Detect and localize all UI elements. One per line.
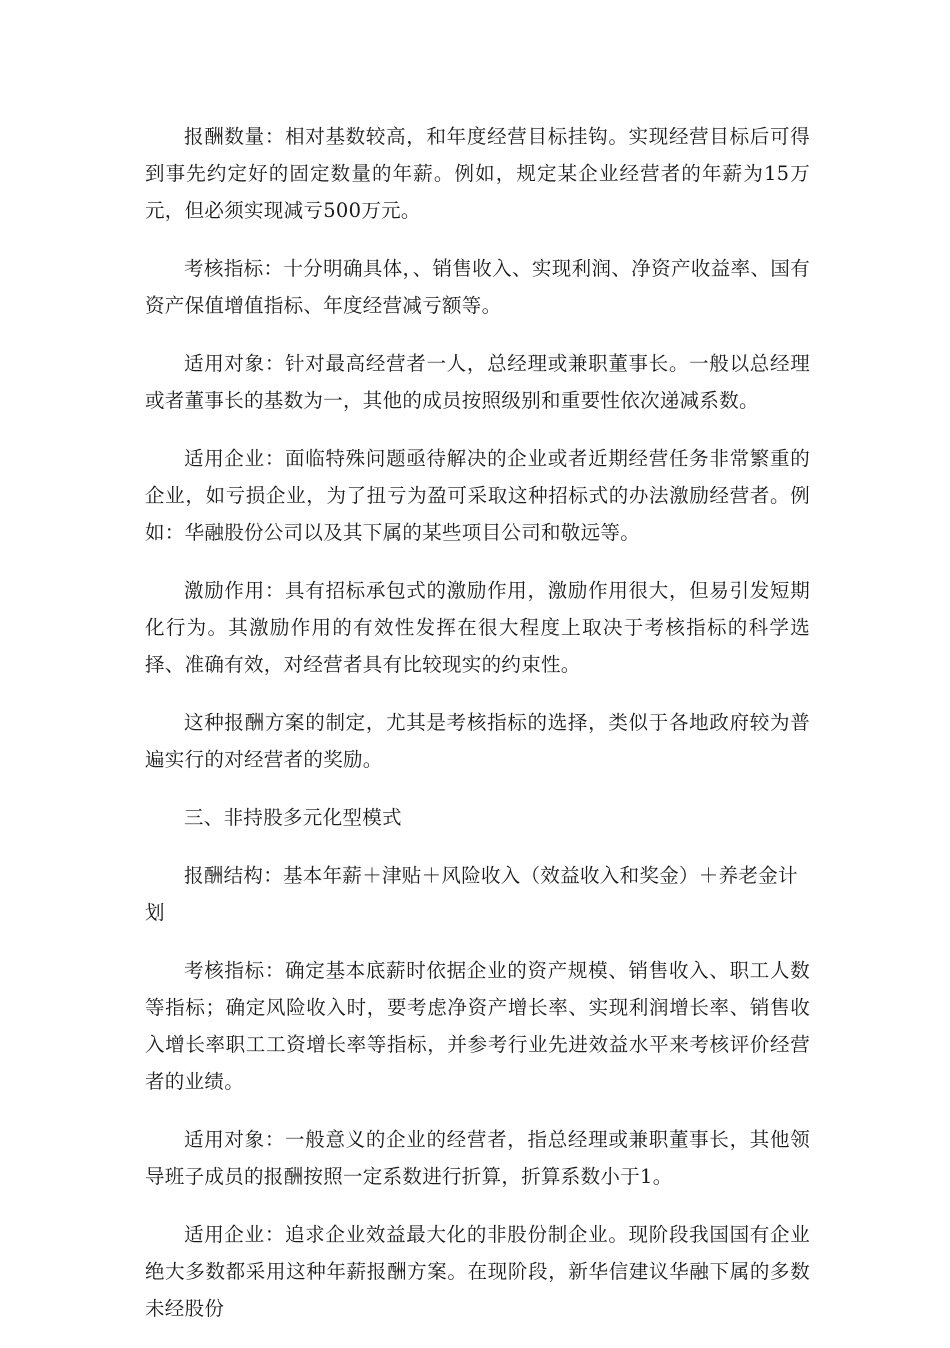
paragraph-assessment-indicators-2: 考核指标：确定基本底薪时依据企业的资产规模、销售收入、职工人数等指标；确定风险收入时，要考虑净资产增长率、实现利润增长率、销售收入增长率职工工资增长率等指标，并参考行业先进效益水平来考核评价经营者的业绩。 xyxy=(145,959,810,1093)
paragraph-incentive-effect: 激励作用：具有招标承包式的激励作用，激励作用很大，但易引发短期化行为。其激励作用的有效性发挥在很大程度上取决于考核指标的科学选择、准确有效，对经营者具有比较现实的约束性。 xyxy=(145,579,810,676)
paragraph-applicable-enterprise-2: 适用企业：追求企业效益最大化的非股份制企业。现阶段我国国有企业绝大多数都采用这种年薪报酬方案。在现阶段，新华信建议华融下属的多数未经股份 xyxy=(145,1223,810,1320)
paragraph-assessment-indicators: 考核指标：十分明确具体，、销售收入、实现利润、净资产收益率、国有资产保值增值指标、年度经营减亏额等。 xyxy=(145,257,810,317)
paragraph-scheme-note: 这种报酬方案的制定，尤其是考核指标的选择，类似于各地政府较为普遍实行的对经营者的奖励。 xyxy=(145,711,810,771)
paragraph-compensation-amount: 报酬数量：相对基数较高，和年度经营目标挂钩。实现经营目标后可得到事先约定好的固定数量的年薪。例如，规定某企业经营者的年薪为15万元，但必须实现减亏500万元。 xyxy=(145,125,810,222)
document-page xyxy=(145,118,810,1348)
paragraph-applicable-target-2: 适用对象：一般意义的企业的经营者，指总经理或兼职董事长，其他领导班子成员的报酬按照一定系数进行折算，折算系数小于1。 xyxy=(145,1128,810,1188)
paragraph-compensation-structure: 报酬结构：基本年薪＋津贴＋风险收入（效益收入和奖金）＋养老金计划 xyxy=(145,864,798,924)
paragraph-applicable-enterprise: 适用企业：面临特殊问题亟待解决的企业或者近期经营任务非常繁重的企业，如亏损企业，为了扭亏为盈可采取这种招标式的办法激励经营者。例如：华融股份公司以及其下属的某些项目公司和敬远等。 xyxy=(145,447,810,544)
section-heading: 三、非持股多元化型模式 xyxy=(184,806,402,829)
paragraph-applicable-target: 适用对象：针对最高经营者一人，总经理或兼职董事长。一般以总经理或者董事长的基数为一，其他的成员按照级别和重要性依次递减系数。 xyxy=(145,352,810,412)
